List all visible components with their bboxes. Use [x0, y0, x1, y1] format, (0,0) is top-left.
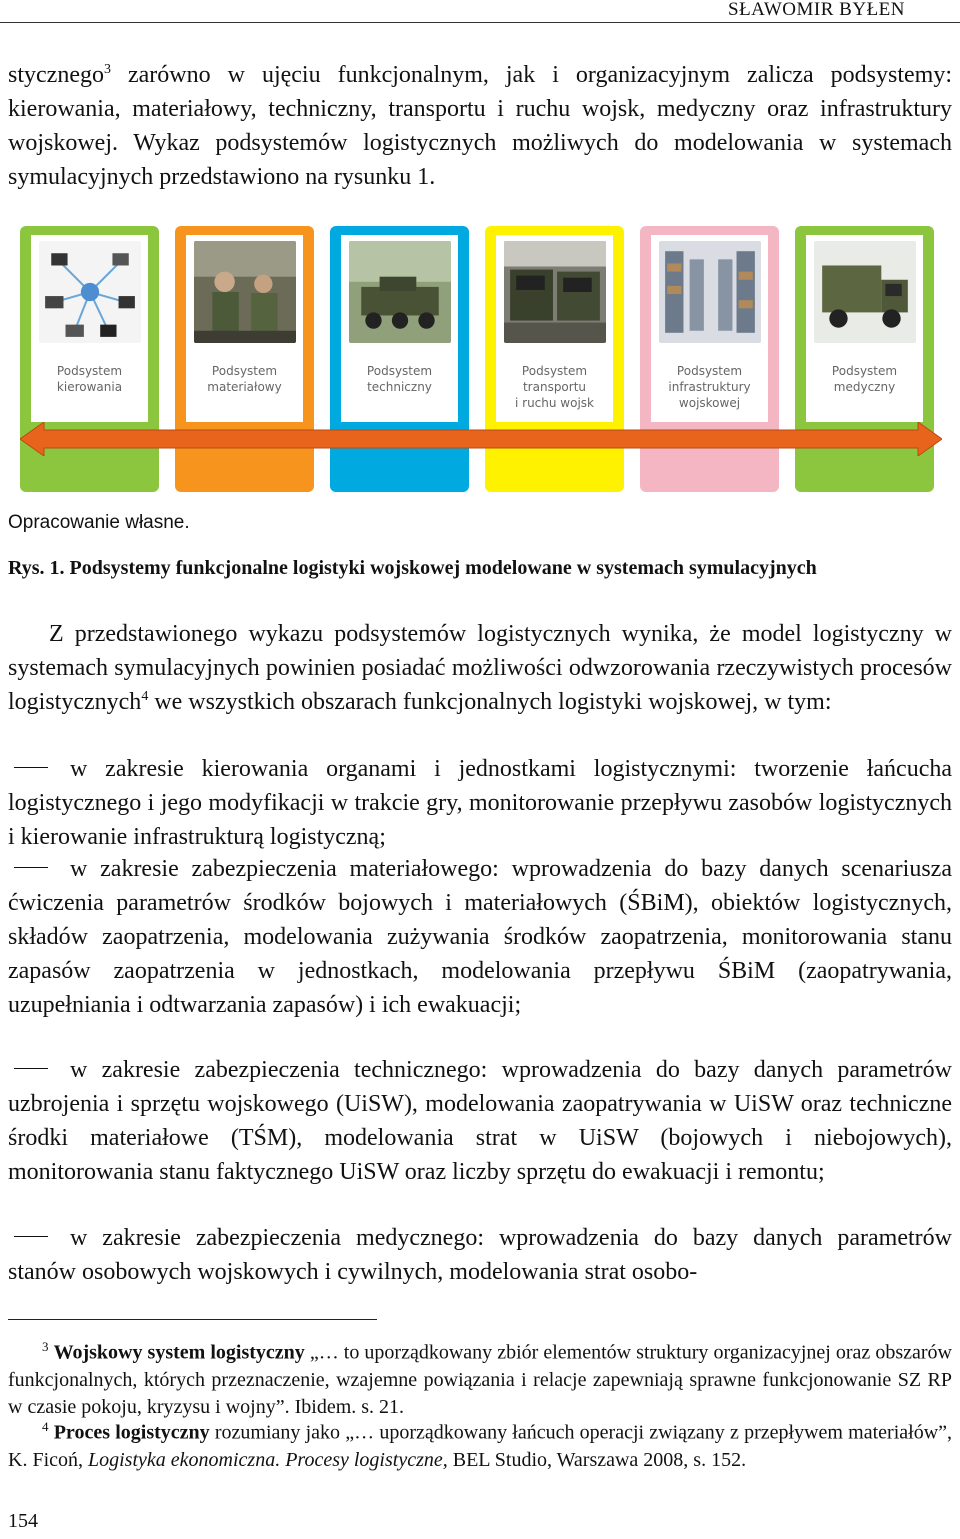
caption-label: Rys. 1.: [8, 557, 65, 579]
dash-icon: [14, 767, 48, 768]
list-item: w zakresie zabezpieczenia technicznego: wprowadzenia do bazy danych parametrów uzbrojenia i sprzętu wojskowego (UiSW), modelowania zaopatrywania w UiSW oraz techniczne środki materiałowe (TŚM), modelowania strat w UiSW (bojowych i niebojowych), monitorowania stanu faktycznego UiSW oraz liczby sprzętu do ewakuacji i remontu;: [8, 1057, 952, 1185]
armored-vehicle-icon: [349, 241, 451, 343]
dash-icon: [14, 867, 48, 868]
panel-label: Podsystem materiałowy: [207, 364, 282, 394]
dash-icon: [14, 1068, 48, 1069]
footnote-4: $^4$ Proces logistyczny rozumiany jako „… uporządkowany łańcuch operacji związany z przepływem materiałów”, K. Ficoń, Logistyka ekonomiczna. Procesy logistyczne, BEL Studio, Warszawa 2008, s. 152.: [8, 1419, 953, 1471]
panel-label: Podsystem kierowania: [56, 364, 123, 394]
double-arrow-icon: [20, 422, 942, 456]
network-diagram-icon: [39, 241, 141, 343]
panel-label: Podsystem infrastruktury wojskowej: [668, 364, 751, 410]
intro-text-start: stycznego: [8, 62, 104, 88]
figure-subsystems: [20, 226, 942, 492]
footnote-ref-4[interactable]: 4: [141, 689, 149, 704]
intro-text-rest: zarówno w ujęciu funkcjonalnym, jak i organizacyjnym zalicza podsystemy: kierowania, materiałowy, techniczny, transportu i ruchu wojsk, medyczny oraz infrastruktury wojskowej. Wykaz podsystemów logistycznych możliwych do modelowania w systemach symulacyjnych przedstawiono na rysunku 1.: [8, 62, 952, 190]
footnote-3: $^3$ Wojskowy system logistyczny „… to uporządkowany zbiór elementów struktury organizacyjnej oraz obszarów funkcjonalnych, których przeznaczenie, wzajemne powiązania i relacje zapewniają sprawne funkcjonowanie SZ RP w czasie pokoju, kryzysu i wojny”. Ibidem. s. 21.: [8, 1339, 952, 1418]
ambulance-truck-icon: [814, 241, 916, 343]
panel-label: Podsystem medyczny: [831, 364, 898, 394]
intro-paragraph: [8, 58, 952, 194]
figure-caption: [8, 555, 952, 581]
panel-label: Podsystem techniczny: [366, 364, 433, 394]
footnote-ref-3[interactable]: 3: [103, 62, 111, 77]
military-trucks-icon: [504, 241, 606, 343]
figure-source: Opracowanie własne.: [8, 512, 190, 533]
body-paragraph: Z przedstawionego wykazu podsystemów logistycznych wynika, że model logistyczny w systemach symulacyjnych powinien posiadać możliwości odwzorowania rzeczywistych procesów logistycznych$^4$ we wszystkich obszarach funkcjonalnych logistyki wojskowej, w tym:: [8, 621, 952, 715]
caption-text: Podsystemy funkcjonalne logistyki wojskowej modelowane w systemach symulacyjnych: [64, 557, 817, 579]
footnote-separator: [8, 1319, 377, 1320]
soldiers-photo-icon: [194, 241, 296, 343]
panel-label: Podsystem transportu i ruchu wojsk: [514, 364, 594, 410]
list-item: w zakresie zabezpieczenia medycznego: wprowadzenia do bazy danych parametrów stanów osobowych wojskowych i cywilnych, modelowania strat osobo-: [8, 1225, 952, 1285]
list-item: w zakresie kierowania organami i jednostkami logistycznymi: tworzenie łańcucha logistycznego i jego modyfikacji w trakcie gry, monitorowanie przepływu zasobów logistycznych i kierowanie infrastrukturą logistyczną;: [8, 756, 952, 850]
page-number: 154: [8, 1510, 38, 1532]
running-header: [0, 0, 960, 23]
warehouse-shelves-icon: [659, 241, 761, 343]
list-item: w zakresie zabezpieczenia materiałowego: wprowadzenia do bazy danych scenariusza ćwiczenia parametrów środków bojowych i materiałowych (ŚBiM), obiektów logistycznych, składów zaopatrzenia, modelowania zużywania środków zaopatrzenia, monitorowania stanu zapasów zaopatrzenia w jednostkach, modelowania przepływu ŚBiM (zaopatrywania, uzupełniania i odtwarzania zapasów) i ich ewakuacji;: [8, 856, 952, 1018]
header-author: SŁAWOMIR BYŁEN: [728, 0, 905, 20]
dash-icon: [14, 1236, 48, 1237]
